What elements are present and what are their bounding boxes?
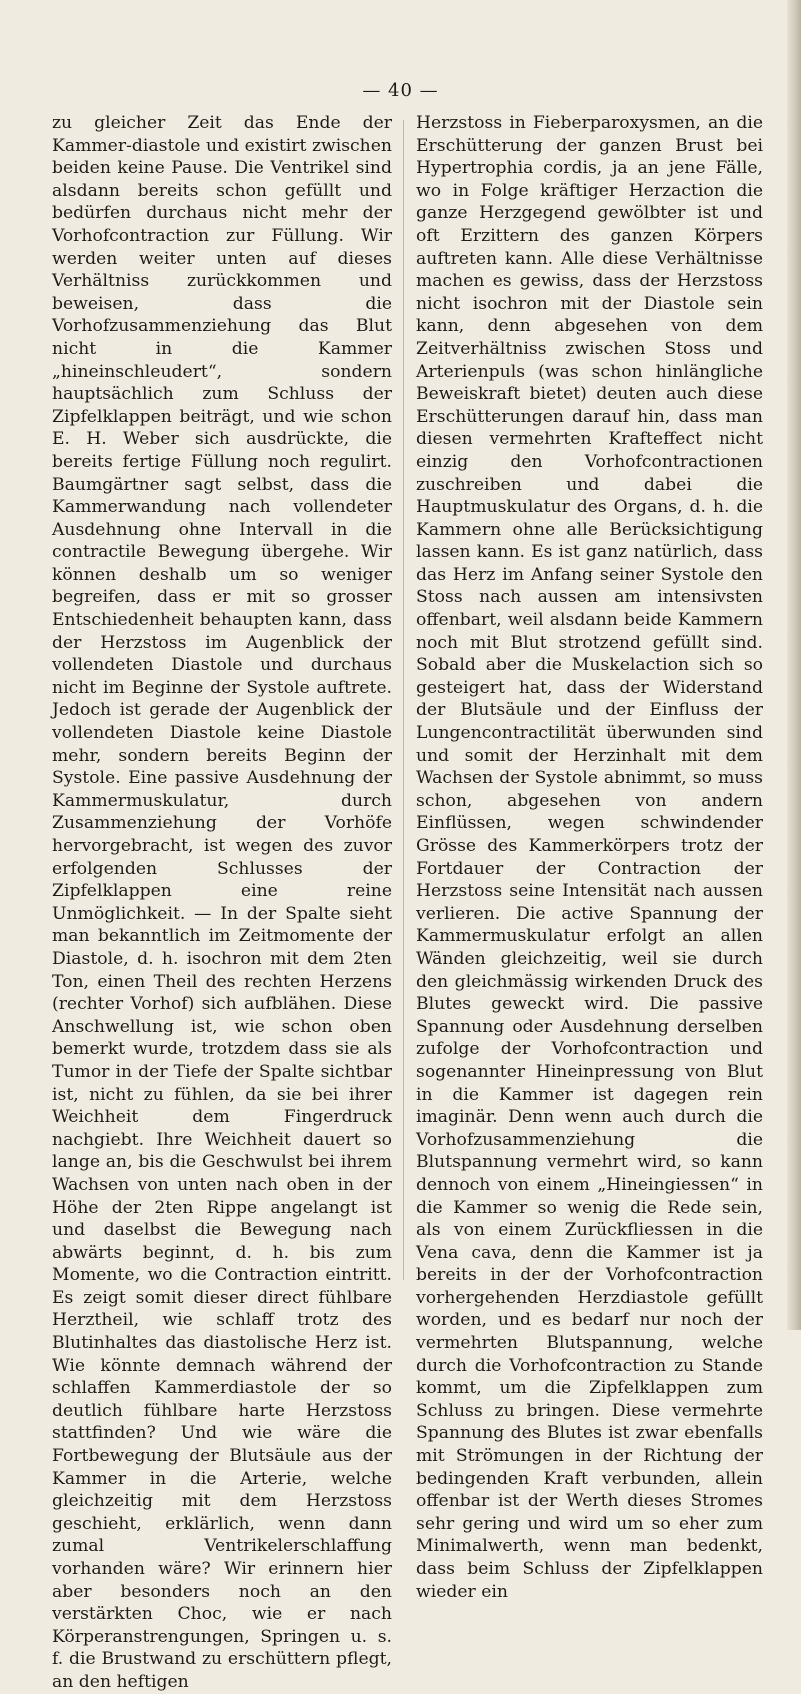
- left-column: [52, 112, 392, 1694]
- page-number: — 40 —: [362, 80, 439, 101]
- left-column-text: zu gleicher Zeit das Ende der Kammer-diastole und existirt zwischen beiden keine Pause. Die Ventrikel sind alsdann bereits schon gefüllt und bedürfen durchaus nicht mehr der Vorhofcontraction zur Füllung. Wir werden weiter unten auf dieses Verhältniss zurückkommen und beweisen, dass die Vorhofzusammenziehung das Blut nicht in die Kammer „hineinschleudert“, sondern hauptsächlich zum Schluss der Zipfelklappen beiträgt, und wie schon E. H. Weber sich ausdrückte, die bereits fertige Füllung noch regulirt. Baumgärtner sagt selbst, dass die Kammerwandung nach vollendeter Ausdehnung ohne Intervall in die contractile Bewegung übergehe. Wir können deshalb um so weniger begreifen, dass er mit so grosser Entschiedenheit behaupten kann, dass der Herzstoss im Augenblick der vollendeten Diastole und durchaus nicht im Beginne der Systole auftrete. Jedoch ist gerade der Augenblick der vollendeten Diastole keine Diastole mehr, sondern bereits Beginn der Systole. Eine passive Ausdehnung der Kammermuskulatur, durch Zusammenziehung der Vorhöfe hervorgebracht, ist wegen des zuvor erfolgenden Schlusses der Zipfelklappen eine reine Unmöglichkeit. — In der Spalte sieht man bekanntlich im Zeitmomente der Diastole, d. h. isochron mit dem 2ten Ton, einen Theil des rechten Herzens (rechter Vorhof) sich aufblähen. Diese Anschwellung ist, wie schon oben bemerkt wurde, trotzdem dass sie als Tumor in der Tiefe der Spalte sichtbar ist, nicht zu fühlen, da sie bei ihrer Weichheit dem Fingerdruck nachgiebt. Ihre Weichheit dauert so lange an, bis die Geschwulst bei ihrem Wachsen von unten nach oben in der Höhe der 2ten Rippe angelangt ist und daselbst die Bewegung nach abwärts beginnt, d. h. bis zum Momente, wo die Contraction eintritt. Es zeigt somit dieser direct fühlbare Herztheil, wie schlaff trotz des Blutinhaltes das diastolische Herz ist. Wie könnte demnach während der schlaffen Kammerdiastole der so deutlich fühlbare harte Herzstoss stattfinden? Und wie wäre die Fortbewegung der Blutsäule aus der Kammer in die Arterie, welche gleichzeitig mit dem Herzstoss geschieht, erklärlich, wenn dann zumal Ventrikelerschlaffung vorhanden wäre? Wir erinnern hier aber besonders noch an den verstärkten Choc, wie er nach Körperanstrengungen, Springen u. s. f. die Brustwand zu erschüttern pflegt, an den heftigen: [52, 113, 392, 1692]
- page-edge-shadow: [787, 0, 801, 1330]
- right-column-text: Herzstoss in Fieberparoxysmen, an die Erschütterung der ganzen Brust bei Hypertrophia cordis, ja an jene Fälle, wo in Folge kräftiger Herzaction die ganze Herzgegend gewölbter ist und oft Erzittern des ganzen Körpers auftreten kann. Alle diese Verhältnisse machen es gewiss, dass der Herzstoss nicht isochron mit der Diastole sein kann, denn abgesehen von dem Zeitverhältniss zwischen Stoss und Arterienpuls (was schon hinlängliche Beweiskraft bietet) deuten auch diese Erschütterungen darauf hin, dass man diesen vermehrten Krafteffect nicht einzig den Vorhofcontractionen zuschreiben und dabei die Hauptmuskulatur des Organs, d. h. die Kammern ohne alle Berücksichtigung lassen kann. Es ist ganz natürlich, dass das Herz im Anfang seiner Systole den Stoss nach aussen am intensivsten offenbart, weil alsdann beide Kammern noch mit Blut strotzend gefüllt sind. Sobald aber die Muskelaction sich so gesteigert hat, dass der Widerstand der Blutsäule und der Einfluss der Lungencontractilität überwunden sind und somit der Herzinhalt mit dem Wachsen der Systole abnimmt, so muss schon, abgesehen von andern Einflüssen, wegen schwindender Grösse des Kammerkörpers trotz der Fortdauer der Contraction der Herzstoss seine Intensität nach aussen verlieren. Die active Spannung der Kammermuskulatur erfolgt an allen Wänden gleichzeitig, weil sie durch den gleichmässig wirkenden Druck des Blutes geweckt wird. Die passive Spannung oder Ausdehnung derselben zufolge der Vorhofcontraction und sogenannter Hineinpressung von Blut in die Kammer ist dagegen rein imaginär. Denn wenn auch durch die Vorhofzusammenziehung die Blutspannung vermehrt wird, so kann dennoch von einem „Hineingiessen“ in die Kammer so wenig die Rede sein, als von einem Zurückfliessen in die Vena cava, denn die Kammer ist ja bereits in der der Vorhofcontraction vorhergehenden Herzdiastole gefüllt worden, und es bedarf nur noch der vermehrten Blutspannung, welche durch die Vorhofcontraction zu Stande kommt, um die Zipfelklappen zum Schluss zu bringen. Diese vermehrte Spannung des Blutes ist zwar ebenfalls mit Strömungen in der Richtung der bedingenden Kraft verbunden, allein offenbar ist der Werth dieses Stromes sehr gering und wird um so eher zum Minimalwerth, wenn man bedenkt, dass beim Schluss der Zipfelklappen wieder ein: [416, 113, 763, 1602]
- right-column: [416, 112, 763, 1603]
- column-divider: [403, 120, 404, 1280]
